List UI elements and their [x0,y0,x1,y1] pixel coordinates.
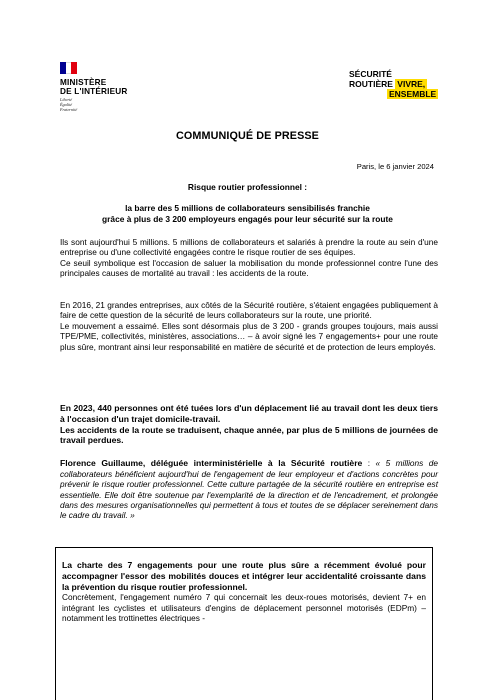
intro-section [60,237,438,279]
logo-line-3 [349,89,449,99]
ministry-logo [60,62,170,113]
french-flag-icon [60,62,77,74]
subtitle-headline [60,203,435,224]
ministry-name-line-2: DE L'INTÉRIEUR [60,87,128,97]
charter-box-text: Concrètement, l'engagement numéro 7 qui concernait les deux-roues motorisés, devient 7+ en intégrant les cyclistes et utilisateurs d'engins de déplacement personnel motorisés (EDPm) – notamment les trottinettes électriques - [62,592,426,624]
quote-section [60,458,438,521]
logo-line-securite: SÉCURITÉ [349,69,392,79]
history-section [60,300,438,352]
logo-word-vivre: VIVRE, [397,79,426,89]
page-title: COMMUNIQUÉ DE PRESSE [176,130,319,142]
logo-line-2 [349,79,449,89]
motto-egalite: Égalité [60,102,73,108]
quote-separator: : [362,458,376,468]
subtitle-topic: Risque routier professionnel : [187,182,308,192]
release-date: Paris, le 6 janvier 2024 [356,162,434,171]
quote-speaker: Florence Guillaume, déléguée interministérielle à la Sécurité routière [60,458,363,468]
quote-text: « 5 millions de collaborateurs bénéficient aujourd'hui de l'engagement de leur employeur et d'actions concrètes pour prévenir le risque routier professionnel. Cette culture partagée de la sécurité routière en entreprise est essentielle. Elle doit être soutenue par l'exemplarité de la direction et de l'encadrement, et prolongée dans des mesures organisationnelles qui permettent à tous et toutes de se déplacer sereinement dans le cadre du travail. » [60,458,438,521]
subtitle-headline-line-1: la barre des 5 millions de collaborateurs sensibilisés franchie [125,203,370,213]
securite-routiere-logo [349,69,449,99]
logo-word-ensemble: ENSEMBLE [389,89,437,99]
republic-motto [60,98,170,112]
paragraph-lost-days: Les accidents de la route se traduisent, chaque année, par plus de 5 millions de journées de travail perdues. [60,424,438,446]
paragraph-milestone: Ce seuil symbolique est l'occasion de saluer la mobilisation du monde professionnel contre l'une des principales causes de mortalité au travail : les accidents de la route. [60,257,438,279]
quote-paragraph [60,458,438,521]
ministry-name-line-1: MINISTÈRE [60,78,107,87]
motto-fraternite: Fraternité [60,107,78,112]
paragraph-intro: Ils sont aujourd'hui 5 millions. 5 millions de collaborateurs et salariés à prendre la route au sein d'une entreprise ou d'une collectivité engagées contre le risque routier de ses équipes. [60,237,438,258]
flag-red-band [71,62,77,74]
key-figures-section [60,403,438,446]
charter-box-lead: La charte des 7 engagements pour une route plus sûre a récemment évolué pour accompagner l'essor des mobilités douces et intégrer leur accidentalité croissante dans la prévention du risque routier professionnel. [62,560,426,592]
motto-liberte: Liberté [60,97,73,103]
paragraph-history: En 2016, 21 grandes entreprises, aux côtés de la Sécurité routière, s'étaient engagées publiquement à faire de cette question de la sécurité de leurs collaborateurs sur la route, une priorité. [60,300,438,321]
charter-box [55,547,433,700]
subtitle-headline-line-2: grâce à plus de 3 200 employeurs engagés pour leur sécurité sur la route [102,213,393,224]
logo-word-routiere: ROUTIÈRE [349,79,393,89]
paragraph-growth: Le mouvement a essaimé. Elles sont désormais plus de 3 200 - grands groupes toujours, mais aussi TPE/PME, collectivités, ministères, associations… – à avoir signé les 7 engagements+ pour une route plus sûre, montrant ainsi leur responsabilité en matière de sécurité et de protection de leurs employés. [60,320,438,352]
paragraph-fatalities: En 2023, 440 personnes ont été tuées lors d'un déplacement lié au travail dont les deux tiers à l'occasion d'un trajet domicile-travail. [60,403,438,424]
